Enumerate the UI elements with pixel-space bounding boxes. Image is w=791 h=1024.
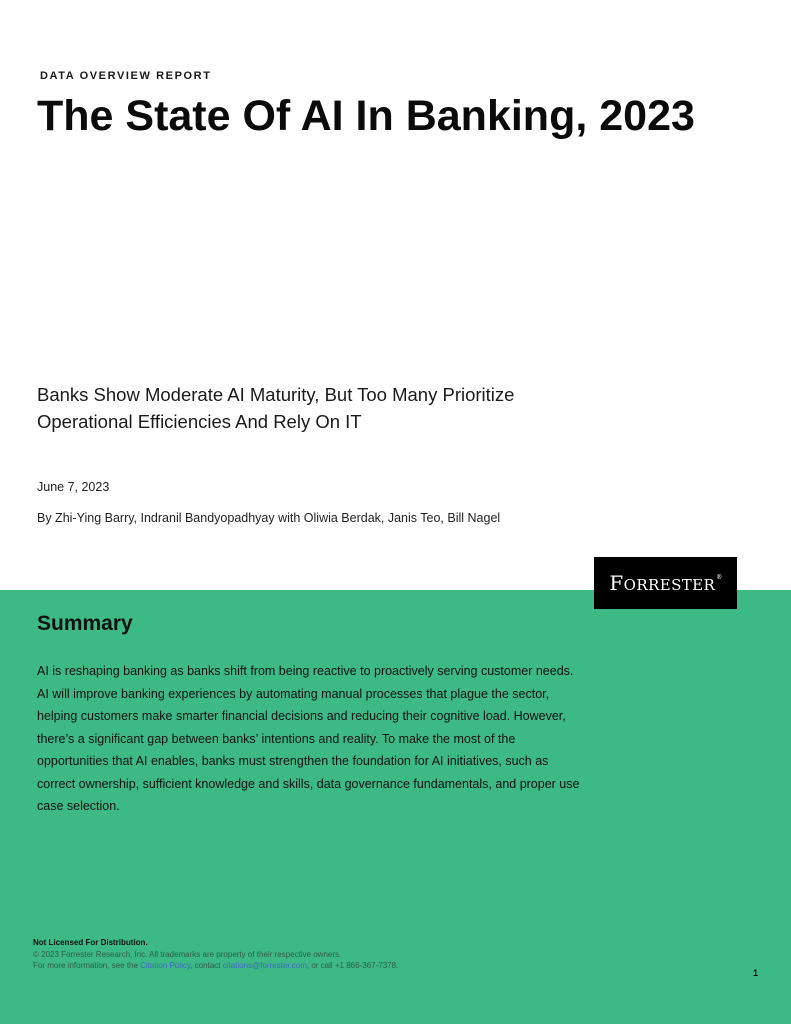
publication-date: June 7, 2023 bbox=[37, 480, 110, 494]
license-notice: Not Licensed For Distribution. bbox=[33, 938, 148, 947]
summary-section bbox=[0, 590, 791, 1024]
summary-heading: Summary bbox=[37, 612, 133, 635]
summary-text: AI is reshaping banking as banks shift from being reactive to proactively serving customer needs. AI will improve banking experiences by automating manual processes that plague the sector, helping customers make smarter financial decisions and reducing their cognitive load. However, there’s a significant gap between banks’ intentions and reality. To make the most of the opportunities that AI enables, banks must strengthen the foundation for AI initiatives, such as correct ownership, sufficient knowledge and skills, data governance fundamentals, and proper use case selection. bbox=[37, 664, 580, 813]
author-line: By Zhi-Ying Barry, Indranil Bandyopadhyay with Oliwia Berdak, Janis Teo, Bill Nagel bbox=[37, 511, 501, 525]
forrester-logo-wordmark: FORRESTER® bbox=[609, 571, 723, 595]
copyright-text: © 2023 Forrester Research, Inc. All trademarks are property of their respective owners. bbox=[33, 949, 342, 959]
page-number: 1 bbox=[753, 968, 759, 978]
report-subtitle: Banks Show Moderate AI Maturity, But Too Many Prioritize Operational Efficiencies And Rely On IT bbox=[37, 384, 515, 432]
report-type-label: DATA OVERVIEW REPORT bbox=[40, 70, 212, 82]
citation-info: For more information, see the Citation Policy, contact citations@forrester.com, or call +1 866-367-7378. bbox=[33, 961, 399, 970]
citation-policy-link[interactable]: Citation Policy bbox=[140, 961, 191, 970]
citations-email-link[interactable]: citations@forrester.com bbox=[222, 961, 307, 970]
forrester-logo bbox=[594, 557, 737, 609]
legal-footer bbox=[33, 937, 398, 972]
report-title: The State Of AI In Banking, 2023 bbox=[37, 92, 695, 140]
